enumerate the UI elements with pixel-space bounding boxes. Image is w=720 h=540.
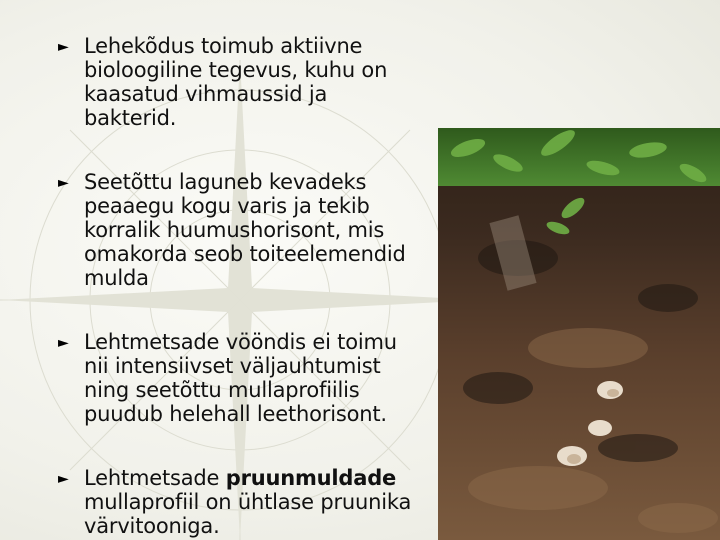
bullet-list bbox=[58, 34, 418, 538]
bullet-item bbox=[58, 170, 418, 290]
bullet-text: Seetõttu laguneb kevadeks peaaegu kogu varis ja tekib korralik huumushorisont, mis omakorda seob toiteelemendid mulda bbox=[84, 170, 406, 290]
triangle-bullet-icon: ► bbox=[58, 471, 69, 487]
bullet-text: Lehekõdus toimub aktiivne bioloogiline tegevus, kuhu on kaasatud vihmaussid ja bakterid. bbox=[84, 34, 388, 130]
soil-profile-illustration bbox=[438, 128, 720, 540]
bullet-text-part: mullaprofiil on ühtlase pruunika värvitooniga. bbox=[84, 490, 412, 538]
soil-profile-photo bbox=[438, 128, 720, 540]
bullet-text: Lehtmetsade vööndis ei toimu nii intensiivset väljauhtumist ning seetõttu mullaprofiilis puudub helehall leethorisont. bbox=[84, 330, 397, 426]
triangle-bullet-icon: ► bbox=[58, 39, 69, 55]
bullet-item bbox=[58, 34, 418, 130]
bullet-text-part: Lehtmetsade bbox=[84, 466, 226, 490]
bullet-item bbox=[58, 466, 418, 538]
triangle-bullet-icon: ► bbox=[58, 175, 69, 191]
bullet-text-bold: pruunmuldade bbox=[225, 466, 397, 490]
bullet-item bbox=[58, 330, 418, 426]
triangle-bullet-icon: ► bbox=[58, 335, 69, 351]
